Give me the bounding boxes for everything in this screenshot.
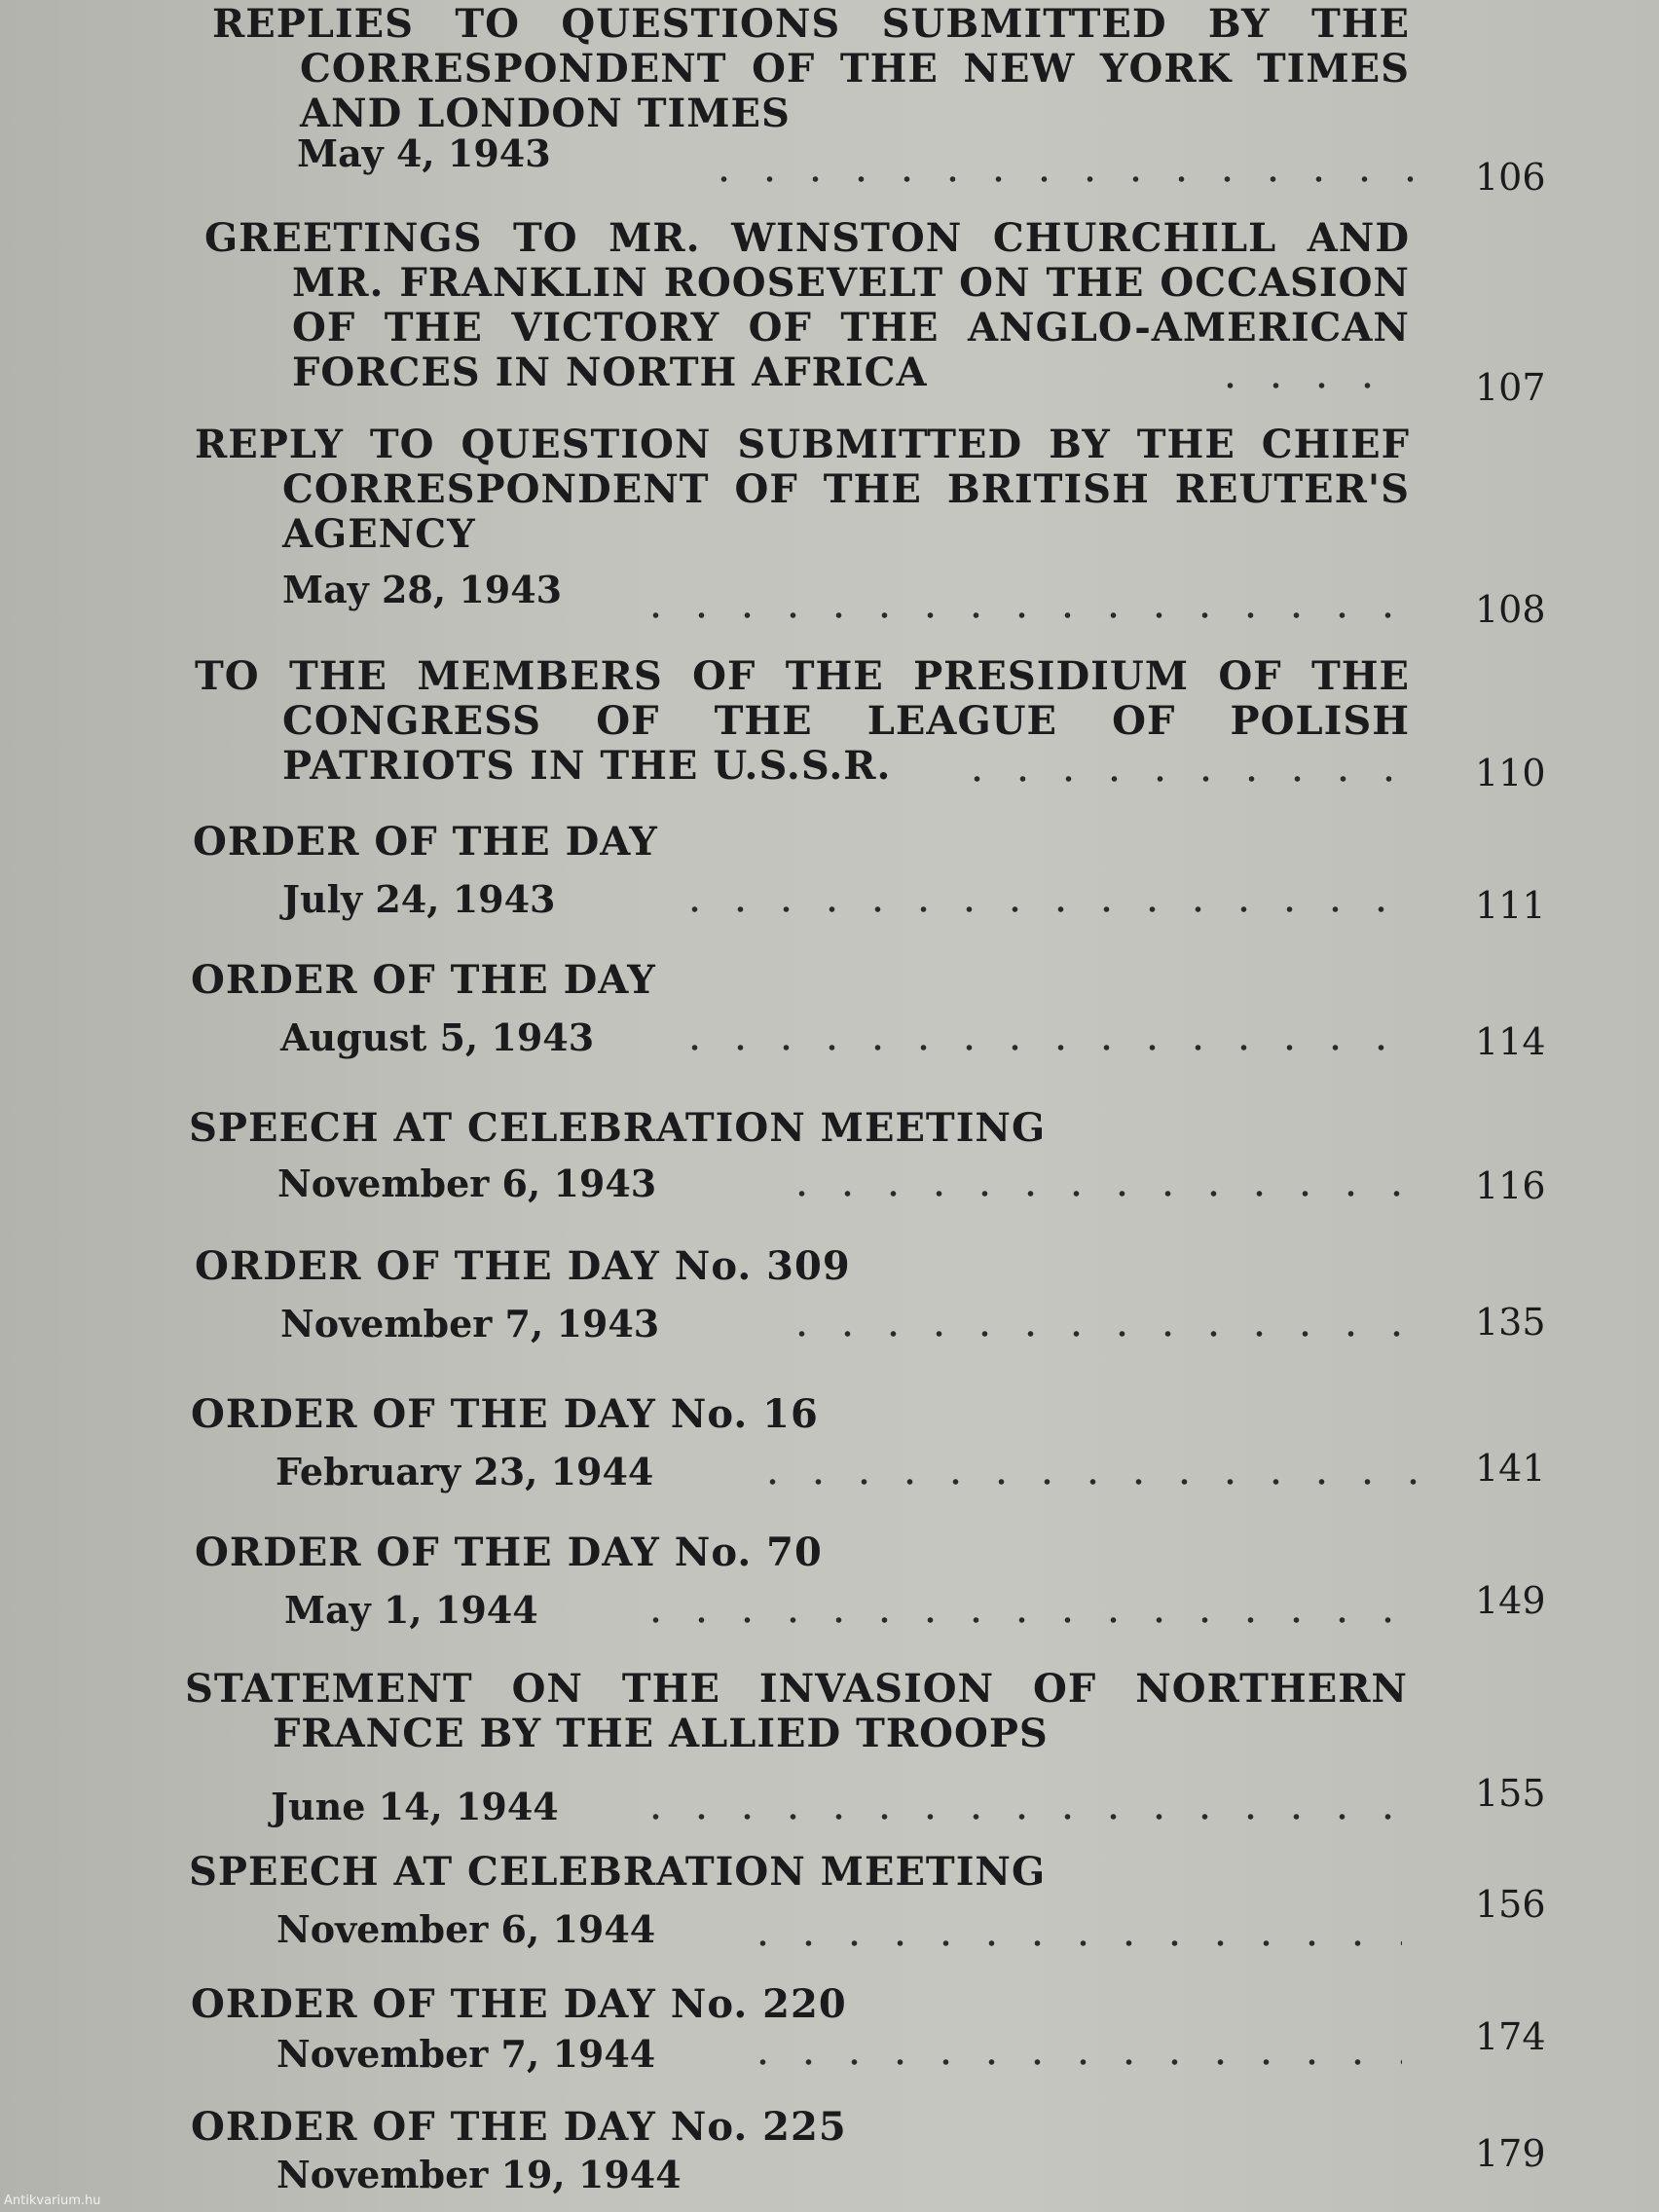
- entry-page-number: 179: [1475, 2132, 1546, 2175]
- entry-page-number: 114: [1475, 1020, 1546, 1063]
- entry-date: May 4, 1943: [297, 131, 551, 175]
- entry-title: ORDER OF THE DAY No. 220: [191, 1981, 847, 2027]
- entry-title: SPEECH AT CELEBRATION MEETING: [189, 1849, 1047, 1895]
- entry-title: SPEECH AT CELEBRATION MEETING: [189, 1105, 1047, 1151]
- entry-date: May 1, 1944: [284, 1588, 538, 1632]
- entry-date: February 23, 1944: [276, 1450, 654, 1493]
- leader-dots: [779, 1330, 1421, 1338]
- entry-title: GREETINGS TO MR. WINSTON CHURCHILL AND MR. FRANKLIN ROOSEVELT ON THE OCCASION OF THE VICTORY OF THE ANGLO-AMERICAN FORCES IN NORTH AFRICA: [204, 215, 1410, 395]
- entry-date: November 6, 1943: [277, 1161, 657, 1205]
- leader-dots: [740, 2058, 1402, 2066]
- entry-page-number: 108: [1475, 588, 1546, 631]
- entry-date: August 5, 1943: [280, 1015, 595, 1059]
- leader-dots: [1207, 382, 1382, 389]
- entry-title: ORDER OF THE DAY No. 16: [191, 1391, 819, 1437]
- entry-date: November 7, 1944: [276, 2032, 656, 2076]
- entry-title: REPLY TO QUESTION SUBMITTED BY THE CHIEF CORRESPONDENT OF THE BRITISH REUTER'S AGENCY: [195, 422, 1410, 557]
- entry-title: ORDER OF THE DAY No. 309: [195, 1243, 851, 1289]
- entry-title: REPLIES TO QUESTIONS SUBMITTED BY THE CORRESPONDENT OF THE NEW YORK TIMES AND LONDON TIMES: [212, 1, 1410, 136]
- entry-title: ORDER OF THE DAY No. 70: [195, 1530, 823, 1575]
- leader-dots: [672, 1044, 1421, 1051]
- leader-dots: [750, 1478, 1421, 1486]
- entry-date: May 28, 1943: [282, 568, 563, 611]
- entry-title: ORDER OF THE DAY No. 225: [191, 2104, 847, 2150]
- entry-date: November 7, 1943: [280, 1302, 660, 1346]
- entry-date: November 6, 1944: [276, 1907, 656, 1951]
- leader-dots: [740, 1939, 1402, 1947]
- entry-page-number: 111: [1475, 884, 1546, 927]
- entry-date: June 14, 1944: [271, 1785, 559, 1828]
- entry-page-number: 149: [1475, 1579, 1546, 1622]
- entry-date: July 24, 1943: [282, 877, 556, 921]
- entry-title: TO THE MEMBERS OF THE PRESIDIUM OF THE CONGRESS OF THE LEAGUE OF POLISH PATRIOTS IN THE U.S.S.R.: [195, 653, 1410, 789]
- entry-page-number: 107: [1475, 366, 1546, 409]
- entry-page-number: 155: [1475, 1772, 1546, 1815]
- entry-date: November 19, 1944: [276, 2153, 682, 2196]
- leader-dots: [633, 1813, 1402, 1821]
- entry-page-number: 174: [1475, 2015, 1546, 2058]
- entry-page-number: 156: [1475, 1883, 1546, 1926]
- entry-page-number: 141: [1475, 1447, 1546, 1490]
- entry-page-number: 116: [1475, 1164, 1546, 1207]
- entry-title: ORDER OF THE DAY: [193, 819, 658, 865]
- leader-dots: [954, 775, 1421, 783]
- entry-page-number: 135: [1475, 1301, 1546, 1344]
- entry-page-number: 106: [1475, 156, 1546, 199]
- leader-dots: [779, 1190, 1421, 1198]
- leader-dots: [672, 905, 1421, 913]
- leader-dots: [633, 611, 1421, 619]
- entry-page-number: 110: [1475, 752, 1546, 794]
- entry-title: ORDER OF THE DAY: [191, 957, 656, 1003]
- leader-dots: [633, 1616, 1421, 1624]
- entry-title: STATEMENT ON THE INVASION OF NORTHERN FRANCE BY THE ALLIED TROOPS: [185, 1666, 1408, 1756]
- watermark: Antikvarium.hu: [4, 2194, 101, 2208]
- leader-dots: [701, 175, 1421, 183]
